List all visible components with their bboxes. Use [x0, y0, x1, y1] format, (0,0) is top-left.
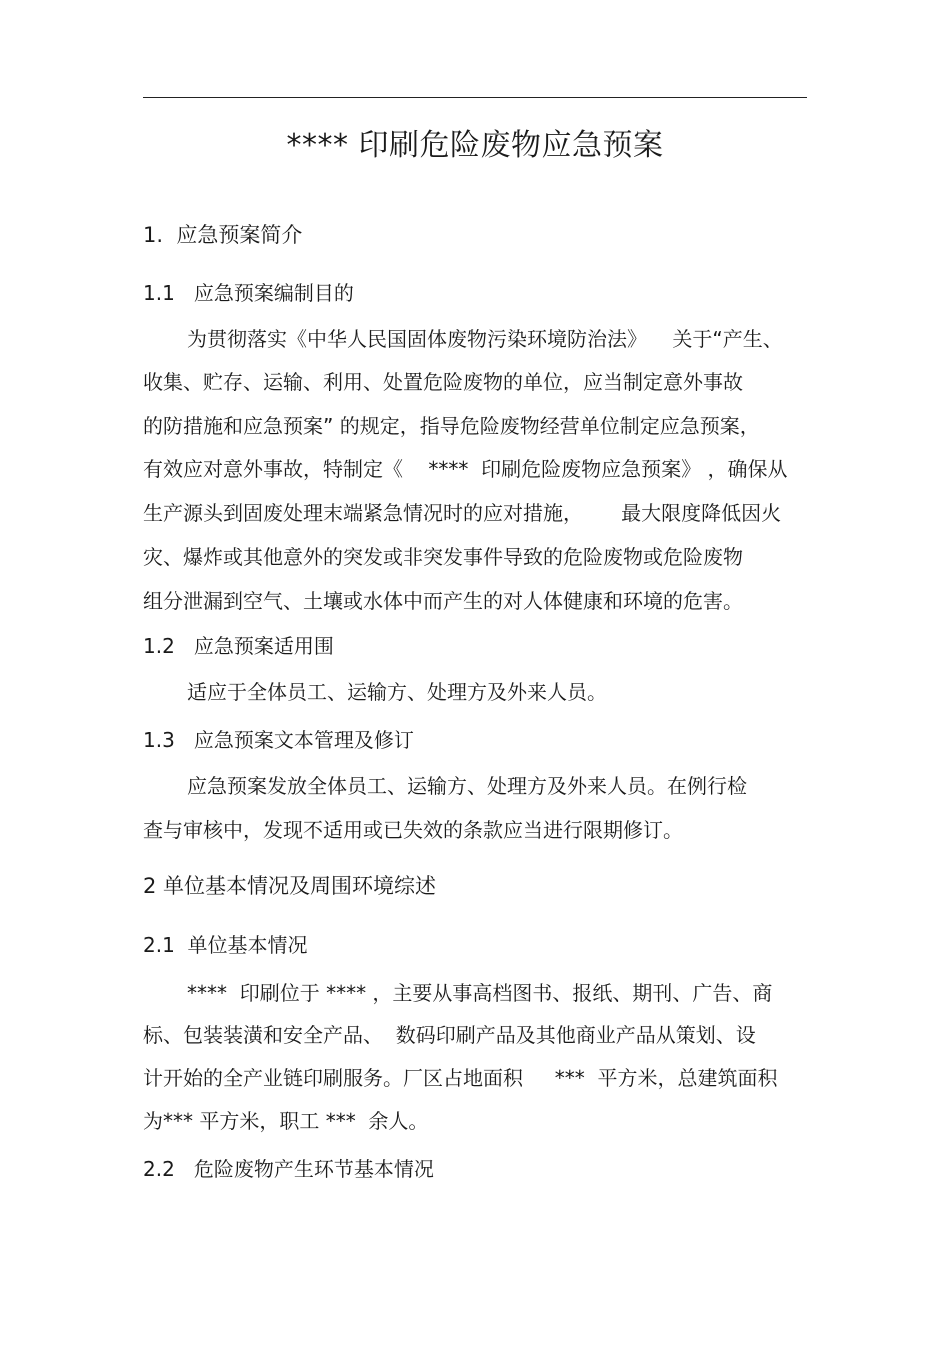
- paragraph-line: 标、包装装潢和安全产品、 数码印刷产品及其他商业产品从策划、设: [143, 1023, 756, 1047]
- paragraph-line: 为*** 平方米，职工 *** 余人。: [143, 1109, 429, 1133]
- subsection-heading-1-3: 1.3 应急预案文本管理及修订: [143, 728, 414, 752]
- paragraph-line: 查与审核中，发现不适用或已失效的条款应当进行限期修订。: [143, 818, 683, 842]
- paragraph-line: 适应于全体员工、运输方、处理方及外来人员。: [187, 680, 607, 704]
- subsection-heading-2-2: 2.2 危险废物产生环节基本情况: [143, 1157, 434, 1181]
- paragraph-line: 组分泄漏到空气、土壤或水体中而产生的对人体健康和环境的危害。: [143, 589, 743, 613]
- section-heading-1: 1. 应急预案简介: [143, 223, 303, 247]
- paragraph-line: 应急预案发放全体员工、运输方、处理方及外来人员。在例行检: [187, 774, 747, 798]
- paragraph-line: 为贯彻落实《中华人民国固体废物污染环境防治法》 关于“产生、: [187, 327, 783, 351]
- paragraph-line: 收集、贮存、运输、利用、处置危险废物的单位，应当制定意外事故: [143, 370, 743, 394]
- paragraph-line: **** 印刷位于 **** ，主要从事高档图书、报纸、期刊、广告、商: [187, 981, 773, 1005]
- paragraph-line: 灾、爆炸或其他意外的突发或非突发事件导致的危险废物或危险废物: [143, 545, 743, 569]
- subsection-heading-1-2: 1.2 应急预案适用围: [143, 634, 334, 658]
- paragraph-line: 有效应对意外事故，特制定《 **** 印刷危险废物应急预案》 ，确保从: [143, 457, 788, 481]
- subsection-heading-1-1: 1.1 应急预案编制目的: [143, 281, 354, 305]
- section-heading-2: 2 单位基本情况及周围环境综述: [143, 874, 437, 898]
- document-title: **** 印刷危险废物应急预案: [286, 128, 664, 163]
- paragraph-line: 的防措施和应急预案” 的规定，指导危险废物经营单位制定应急预案，: [143, 414, 760, 438]
- subsection-heading-2-1: 2.1 单位基本情况: [143, 933, 308, 957]
- paragraph-line: 计开始的全产业链印刷服务。厂区占地面积 *** 平方米，总建筑面积: [143, 1066, 778, 1090]
- paragraph-line: 生产源头到固废处理末端紧急情况时的应对措施， 最大限度降低因火: [143, 501, 782, 525]
- header-rule: [143, 97, 807, 98]
